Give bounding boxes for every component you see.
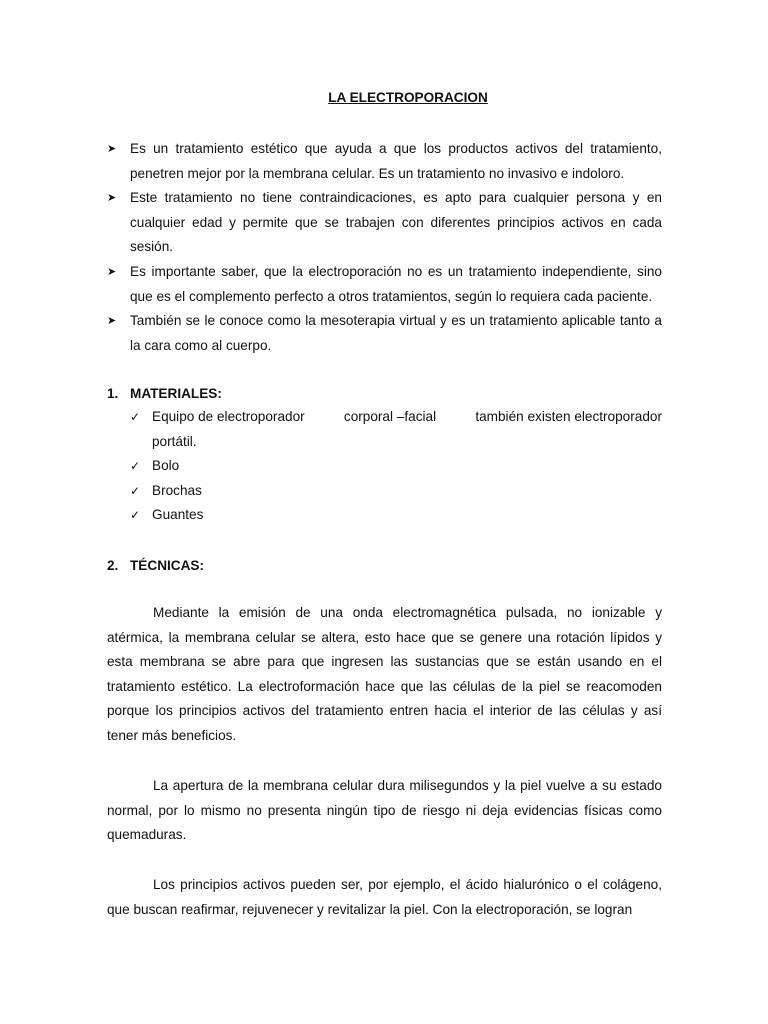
arrowhead-bullet-icon: ➤ (107, 315, 117, 328)
arrowhead-bullet-icon: ➤ (107, 265, 117, 278)
material-text: Guantes (152, 507, 204, 523)
checkmark-icon: ✓ (130, 459, 141, 474)
body-paragraph: Mediante la emisión de una onda electromagnética pulsada, no ionizable y atérmica, la membrana celular se altera, esto hace que se genere una rotación lípidos y esta membrana se abre para que ingresen las sustancias que se están usando en el tratamiento estético. La electroformación hace que las células de la piel se reacomoden porque los principios activos del tratamiento entren hacia el interior de las células y así tener más beneficios. (107, 605, 662, 743)
material-text: Bolo (152, 458, 180, 474)
material-continuation: portátil. (152, 433, 197, 449)
intro-bullet-list (107, 137, 662, 358)
list-item (130, 503, 662, 528)
body-paragraph: Los principios activos pueden ser, por ejemplo, el ácido hialurónico o el colágeno, que buscan reafirmar, rejuvenecer y revitalizar la piel. Con la electroporación, se logran (107, 877, 662, 917)
list-item (130, 405, 662, 454)
bullet-text: Es importante saber, que la electroporación no es un tratamiento independiente, sino que es el complemento perfecto a otros tratamientos, según lo requiera cada paciente. (130, 263, 662, 304)
materials-list (130, 405, 662, 528)
body-paragraph: La apertura de la membrana celular dura milisegundos y la piel vuelve a su estado normal, por lo mismo no presenta ningún tipo de riesgo ni deja evidencias físicas como quemaduras. (107, 778, 662, 843)
material-text: también existen electroporador (475, 409, 662, 424)
bullet-text: Es un tratamiento estético que ayuda a que los productos activos del tratamiento, penetren mejor por la membrana celular. Es un tratamiento no invasivo e indoloro. (130, 141, 662, 181)
checkmark-icon: ✓ (130, 508, 141, 523)
list-item (130, 479, 662, 504)
checkmark-icon: ✓ (130, 483, 141, 498)
bullet-text: También se le conoce como la mesoterapia virtual y es un tratamiento aplicable tanto a la cara como al cuerpo. (130, 313, 662, 353)
material-text: Equipo de electroporador (152, 409, 305, 424)
list-item (130, 454, 662, 479)
list-item (107, 260, 662, 309)
list-item (107, 309, 662, 358)
list-item (107, 186, 662, 260)
material-text: corporal –facial (343, 409, 437, 424)
arrowhead-bullet-icon: ➤ (107, 192, 117, 205)
section-heading-tecnicas (107, 558, 204, 573)
section-title: MATERIALES: (130, 386, 222, 401)
section-number: 1. (107, 386, 119, 401)
checkmark-icon: ✓ (130, 410, 141, 424)
material-first-line (152, 405, 662, 430)
arrowhead-bullet-icon: ➤ (107, 143, 117, 155)
bullet-text: Este tratamiento no tiene contraindicaciones, es apto para cualquier persona y en cualquier edad y permite que se trabajen con diferentes principios activos en cada sesión. (130, 190, 662, 255)
section-heading-materiales (107, 386, 222, 401)
document-title: LA ELECTROPORACION (328, 90, 488, 105)
section-number: 2. (107, 558, 119, 573)
section-title: TÉCNICAS: (130, 558, 205, 573)
list-item (107, 137, 662, 186)
material-text: Brochas (152, 482, 202, 498)
